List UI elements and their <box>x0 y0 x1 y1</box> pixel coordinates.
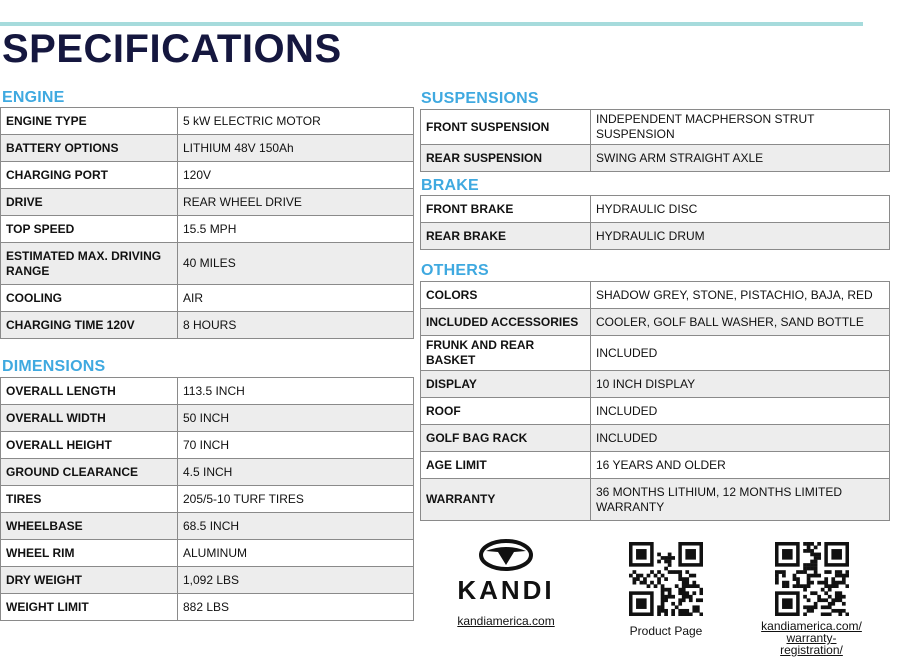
table-row <box>421 309 890 336</box>
spec-value: INCLUDED <box>591 398 890 425</box>
table-row <box>1 486 414 513</box>
spec-value: SWING ARM STRAIGHT AXLE <box>591 145 890 172</box>
table-row <box>1 312 414 339</box>
engine-heading: ENGINE <box>2 89 65 106</box>
spec-value: 1,092 LBS <box>178 567 414 594</box>
table-row <box>1 378 414 405</box>
table-row <box>421 371 890 398</box>
dimensions-heading: DIMENSIONS <box>2 358 106 375</box>
warranty-qr-block <box>754 542 869 656</box>
spec-value: INDEPENDENT MACPHERSON STRUT SUSPENSION <box>591 110 890 145</box>
product-page-caption: Product Page <box>629 624 703 638</box>
spec-value: AIR <box>178 285 414 312</box>
spec-value: HYDRAULIC DRUM <box>591 223 890 250</box>
brake-table <box>420 195 890 250</box>
table-row <box>1 108 414 135</box>
spec-value: INCLUDED <box>591 425 890 452</box>
spec-value: 16 YEARS AND OLDER <box>591 452 890 479</box>
spec-label: REAR BRAKE <box>421 223 591 250</box>
spec-value: ALUMINUM <box>178 540 414 567</box>
spec-value: 36 MONTHS LITHIUM, 12 MONTHS LIMITED WARRANTY <box>591 479 890 521</box>
spec-value: HYDRAULIC DISC <box>591 196 890 223</box>
kandi-website-link[interactable]: kandiamerica.com <box>457 614 555 628</box>
spec-value: 40 MILES <box>178 243 414 285</box>
table-row <box>1 405 414 432</box>
suspensions-heading: SUSPENSIONS <box>421 90 539 107</box>
spec-label: GROUND CLEARANCE <box>1 459 178 486</box>
table-row <box>421 452 890 479</box>
spec-label: ESTIMATED MAX. DRIVING RANGE <box>1 243 178 285</box>
spec-value: LITHIUM 48V 150Ah <box>178 135 414 162</box>
spec-label: CHARGING TIME 120V <box>1 312 178 339</box>
others-heading: OTHERS <box>421 262 489 279</box>
spec-label: OVERALL HEIGHT <box>1 432 178 459</box>
table-row <box>1 432 414 459</box>
others-table <box>420 281 890 521</box>
spec-value: 70 INCH <box>178 432 414 459</box>
table-row <box>421 196 890 223</box>
spec-value: 113.5 INCH <box>178 378 414 405</box>
suspensions-table <box>420 109 890 172</box>
spec-label: WEIGHT LIMIT <box>1 594 178 621</box>
table-row <box>421 145 890 172</box>
table-row <box>1 135 414 162</box>
spec-label: COOLING <box>1 285 178 312</box>
spec-value: 8 HOURS <box>178 312 414 339</box>
spec-label: FRONT SUSPENSION <box>421 110 591 145</box>
product-page-qr-icon[interactable] <box>629 542 703 616</box>
spec-value: 120V <box>178 162 414 189</box>
kandi-wordmark: KANDI <box>457 575 555 605</box>
product-page-qr-block <box>627 542 705 637</box>
warranty-registration-link[interactable]: kandiamerica.com/ warranty- registration/ <box>761 619 862 657</box>
spec-label: COLORS <box>421 282 591 309</box>
spec-value: 882 LBS <box>178 594 414 621</box>
spec-label: REAR SUSPENSION <box>421 145 591 172</box>
spec-value: COOLER, GOLF BALL WASHER, SAND BOTTLE <box>591 309 890 336</box>
spec-label: BATTERY OPTIONS <box>1 135 178 162</box>
table-row <box>421 223 890 250</box>
warranty-registration-qr-icon[interactable] <box>775 542 849 616</box>
engine-table <box>0 107 414 339</box>
spec-label: ROOF <box>421 398 591 425</box>
spec-label: WHEEL RIM <box>1 540 178 567</box>
table-row <box>421 479 890 521</box>
page-title: SPECIFICATIONS <box>2 27 342 71</box>
table-row <box>1 285 414 312</box>
table-row <box>1 567 414 594</box>
table-row <box>421 282 890 309</box>
table-row <box>1 513 414 540</box>
table-row <box>1 540 414 567</box>
spec-label: WARRANTY <box>421 479 591 521</box>
kandi-logo-block <box>444 538 568 630</box>
spec-value: 50 INCH <box>178 405 414 432</box>
spec-value: 15.5 MPH <box>178 216 414 243</box>
spec-label: INCLUDED ACCESSORIES <box>421 309 591 336</box>
spec-value: SHADOW GREY, STONE, PISTACHIO, BAJA, RED <box>591 282 890 309</box>
spec-value: 10 INCH DISPLAY <box>591 371 890 398</box>
table-row <box>1 243 414 285</box>
spec-value: REAR WHEEL DRIVE <box>178 189 414 216</box>
dimensions-table <box>0 377 414 621</box>
spec-label: TOP SPEED <box>1 216 178 243</box>
table-row <box>421 398 890 425</box>
spec-label: TIRES <box>1 486 178 513</box>
table-row <box>1 216 414 243</box>
spec-label: DRIVE <box>1 189 178 216</box>
table-row <box>421 110 890 145</box>
spec-label: FRUNK AND REAR BASKET <box>421 336 591 371</box>
spec-value: 205/5-10 TURF TIRES <box>178 486 414 513</box>
kandi-emblem-icon <box>478 538 534 572</box>
spec-label: OVERALL LENGTH <box>1 378 178 405</box>
spec-label: GOLF BAG RACK <box>421 425 591 452</box>
spec-label: OVERALL WIDTH <box>1 405 178 432</box>
table-row <box>1 189 414 216</box>
table-row <box>421 425 890 452</box>
spec-value: 5 kW ELECTRIC MOTOR <box>178 108 414 135</box>
engine-table-body <box>1 108 414 339</box>
table-row <box>1 594 414 621</box>
spec-value: 4.5 INCH <box>178 459 414 486</box>
spec-label: DRY WEIGHT <box>1 567 178 594</box>
spec-label: AGE LIMIT <box>421 452 591 479</box>
table-row <box>1 459 414 486</box>
spec-label: DISPLAY <box>421 371 591 398</box>
table-row <box>1 162 414 189</box>
spec-label: WHEELBASE <box>1 513 178 540</box>
table-row <box>421 336 890 371</box>
spec-value: 68.5 INCH <box>178 513 414 540</box>
spec-label: CHARGING PORT <box>1 162 178 189</box>
spec-label: FRONT BRAKE <box>421 196 591 223</box>
spec-label: ENGINE TYPE <box>1 108 178 135</box>
brake-heading: BRAKE <box>421 177 479 194</box>
spec-value: INCLUDED <box>591 336 890 371</box>
